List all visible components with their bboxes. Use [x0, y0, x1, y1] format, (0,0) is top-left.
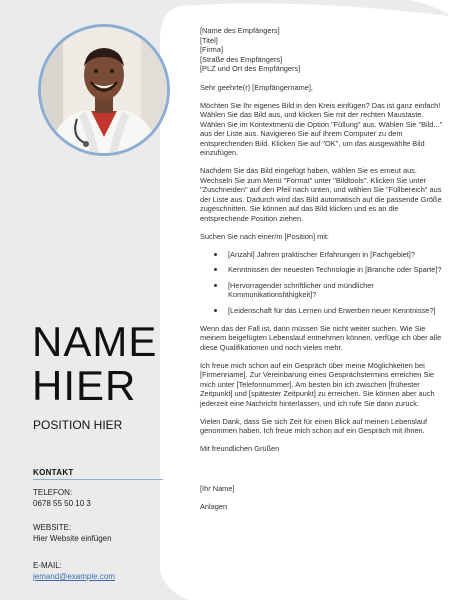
phone-label: TELEFON:	[33, 488, 73, 497]
recipient-company: [Firma]	[200, 45, 223, 54]
paragraph-qualifications: Wenn das der Fall ist, dann müssen Sie nicht weiter suchen. Wie Sie meinem beigefügten Lebenslauf entnehmen können, verfüge ich über alle diese Qualifikationen und noch vieles mehr.	[200, 323, 442, 352]
signature-space	[200, 462, 446, 484]
profile-photo[interactable]	[38, 24, 170, 156]
contact-website	[33, 522, 112, 544]
paragraph-position-intro: Suchen Sie nach einer/m [Position] mit:	[200, 231, 329, 241]
contact-email	[33, 560, 115, 582]
contact-heading: KONTAKT	[33, 468, 74, 477]
paragraph-thanks: Vielen Dank, dass Sie sich Zeit für einen Blick auf meinen Lebenslauf genommen haben. Ich freue mich schon auf ein Gespräch mit Ihnen.	[200, 416, 428, 435]
recipient-title: [Titel]	[200, 35, 218, 45]
recipient-street: [Straße des Empfängers]	[200, 54, 283, 64]
contact-phone	[33, 487, 91, 509]
recipient-address	[200, 26, 446, 74]
list-item: [Anzahl] Jahren praktischer Erfahrungen in [Fachgebiet]?	[200, 250, 446, 260]
website-value: Hier Website einfügen	[33, 534, 112, 543]
bullet-icon	[214, 284, 217, 287]
qualification-list	[200, 250, 446, 316]
email-link[interactable]: jemand@example.com	[33, 572, 115, 581]
phone-value: 0678 55 50 10 3	[33, 499, 91, 508]
person-photo-icon	[41, 27, 167, 153]
attachments-note: Anlagen	[200, 502, 228, 511]
list-item: [Leidenschaft für das Lernen und Erwerben neuer Kenntnisse?]	[200, 306, 446, 316]
list-item: [Hervorragender schriftlicher und mündlicher Kommunikationsfähigkeit]?	[200, 281, 446, 300]
bullet-icon	[214, 253, 217, 256]
bullet-icon	[214, 268, 217, 271]
website-label: WEBSITE:	[33, 523, 72, 532]
paragraph-crop-instructions: Nachdem Sie das Bild eingefügt haben, wählen Sie es erneut aus. Wechseln Sie zum Menü "Format" unter "Bildtools". Klicken Sie unter "Zuschneiden" auf den Pfeil nach unten, und wählen Sie "Füllbereich" aus der Liste aus. Dadurch wird das Bild automatisch auf die passende Größe zugeschnitten. Sie können auf das Bild klicken und es an die entsprechende Position ziehen.	[200, 166, 442, 223]
contact-divider	[33, 479, 163, 480]
signature-name: [Ihr Name]	[200, 484, 235, 493]
email-label: E-MAIL:	[33, 561, 62, 570]
recipient-name: [Name des Empfängers]	[200, 26, 280, 35]
paragraph-interview: Ich freue mich schon auf ein Gespräch über meine Möglichkeiten bei [Firmenname]. Zur Vereinbarung eines Gesprächstermins erreichen Sie mich unter [Telefonnummer]. Am besten bin ich zwischen [frühester Zeitpunkt] und [spätester Zeitpunkt] zu erreichen. Sie können aber auch jederzeit eine Nachricht hinterlassen, und ich rufe Sie dann zurück.	[200, 360, 435, 408]
list-item: Kenntnissen der neuesten Technologie in [Branche oder Sparte]?	[200, 265, 446, 275]
paragraph-photo-instructions: Möchten Sie Ihr eigenes Bild in den Kreis einfügen? Das ist ganz einfach! Wählen Sie das Bild aus, und klicken Sie mit der rechten Maustaste. Wählen Sie im Kontextmenü die Option "Füllung" aus. Wählen Sie "Bild..." aus der Liste aus. Navigieren Sie auf Ihrem Computer zu dem entsprechenden Bild. Klicken Sie auf "OK", um das ausgewählte Bild einzufügen.	[200, 100, 443, 157]
letter-body	[200, 26, 446, 520]
applicant-position: POSITION HIER	[33, 418, 123, 432]
applicant-name: NAME HIER	[32, 318, 158, 409]
closing: Mit freundlichen Grüßen	[200, 444, 280, 453]
bullet-icon	[214, 309, 217, 312]
recipient-city: [PLZ und Ort des Empfängers]	[200, 64, 301, 73]
salutation: Sehr geehrte(r) [Empfängername],	[200, 82, 313, 92]
